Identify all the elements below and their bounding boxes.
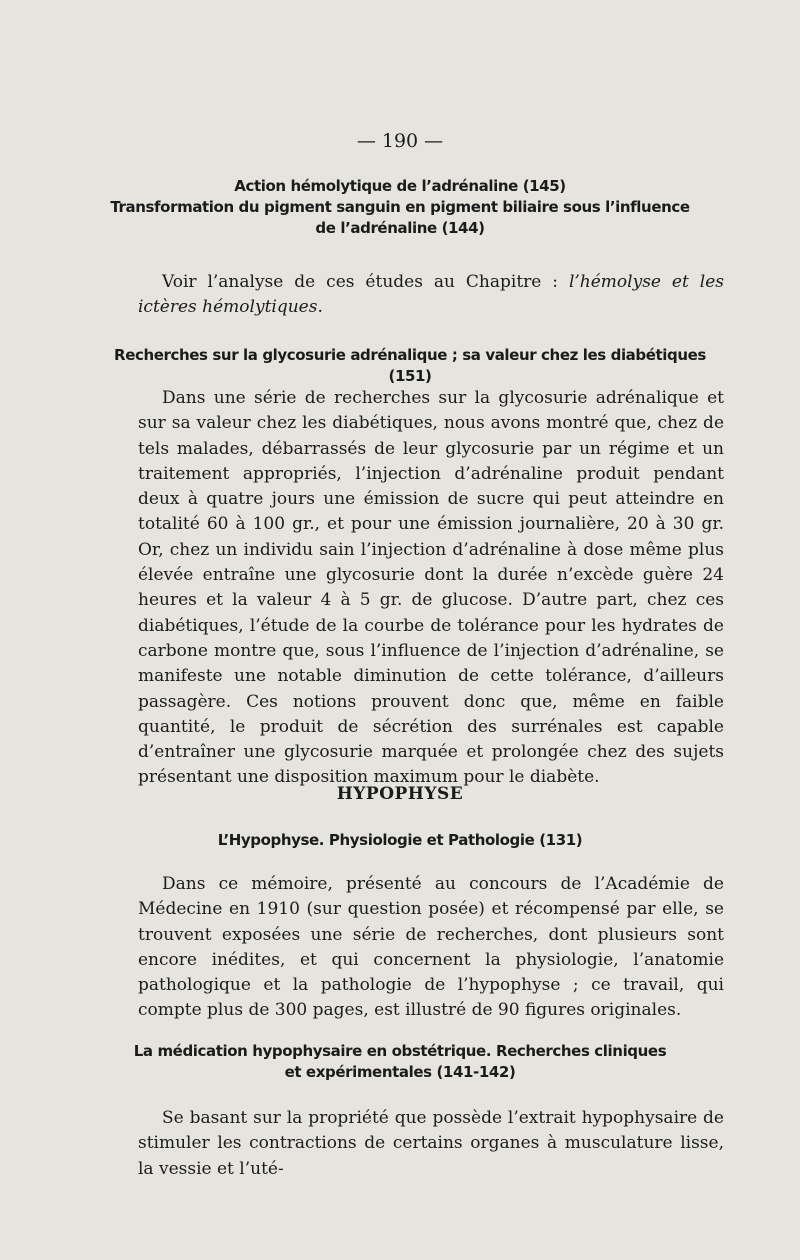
heading-hypophyse: L’Hypophyse. Physiologie et Pathologie (131) [217, 831, 583, 849]
heading-line: de l’adrénaline (144) [315, 219, 485, 237]
chapter-title: l’hémolyse et les ictères hémolytiques [138, 272, 724, 318]
paragraph-hemolysis-reference [138, 270, 724, 321]
heading-line: La médication hypophysaire en obstétrique. Recherches cliniques [133, 1042, 667, 1060]
heading-medication [100, 1041, 700, 1083]
heading-hemolytic-action [100, 176, 700, 239]
heading-glycosurie: Recherches sur la glycosurie adrénalique ; sa valeur chez les diabétiques (151) [114, 346, 706, 385]
paragraph-text: Voir l’analyse de ces études au Chapitre : [162, 272, 569, 292]
paragraph-medication: Se basant sur la propriété que possède l’extrait hypophysaire de stimuler les contractions de certains organes à musculature lisse, la vessie et l’uté- [138, 1108, 724, 1179]
heading-line: Transformation du pigment sanguin en pigment biliaire sous l’influence [110, 198, 690, 216]
paragraph-hypophyse: Dans ce mémoire, présenté au concours de l’Académie de Médecine en 1910 (sur question posée) et récompensé par elle, se trouvent exposées une série de recherches, dont plusieurs sont encore inédites, et qui concernent la physiologie, l’anatomie pathologique et la pathologie de l’hypophyse ; ce travail, qui compte plus de 300 pages, est illustré de 90 figures originales. [138, 874, 724, 1021]
heading-line: Action hémolytique de l’adrénaline (145) [234, 177, 566, 195]
paragraph-glycosurie: Dans une série de recherches sur la glycosurie adrénalique et sur sa valeur chez les diabétiques, nous avons montré que, chez de tels malades, débarrassés de leur glycosurie par un régime et un traitement appropriés, l’injection d’adrénaline produit pendant deux à quatre jours une émission de sucre qui peut atteindre en totalité 60 à 100 gr., et pour une émission journalière, 20 à 30 gr. Or, chez un individu sain l’injection d’adrénaline à dose même plus élevée entraîne une glycosurie dont la durée n’excède guère 24 heures et la valeur 4 à 5 gr. de glucose. D’autre part, chez ces diabétiques, l’étude de la courbe de tolérance pour les hydrates de carbone montre que, sous l’influence de l’injection d’adrénaline, se manifeste une notable diminution de cette tolérance, d’ailleurs passagère. Ces notions prouvent donc que, même en faible quantité, le produit de sécrétion des surrénales est capable d’entraîner une glycosurie marquée et prolongée chez des sujets présentant une disposition maximum pour le diabète. [138, 388, 724, 788]
heading-line: et expérimentales (141-142) [284, 1063, 516, 1081]
page-number: — 190 — [356, 130, 444, 152]
section-title: HYPOPHYSE [336, 784, 464, 804]
paragraph-end: . [317, 297, 323, 318]
